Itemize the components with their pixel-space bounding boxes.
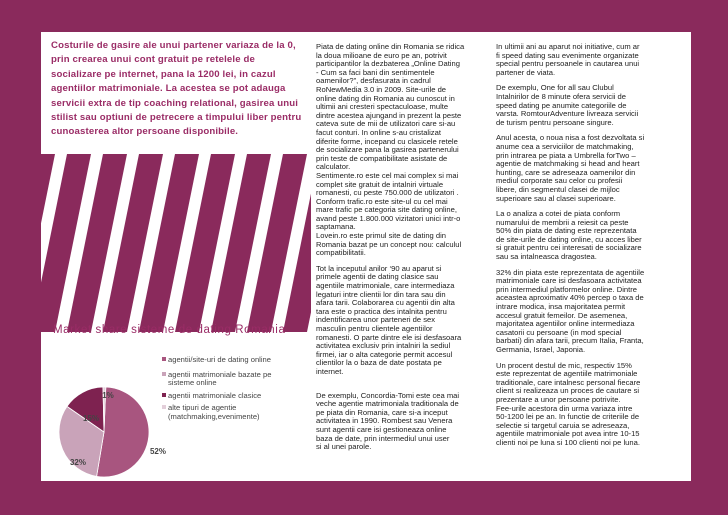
legend-swatch bbox=[162, 357, 166, 361]
chart-title: Market share sisteme de dating Romania bbox=[53, 324, 286, 336]
legend-label: agentii matrimoniale bazate pe sisteme online bbox=[168, 369, 272, 388]
article-paragraph: La o analiza a cotei de piata conform numarului de membrii a reiesit ca peste 50% din piata de dating este reprezentata de site-urile de dating online, cu acces liber si gratuit pentru cei interesati de socializare sau sa intalneasca dragostea. bbox=[496, 209, 642, 262]
legend-swatch bbox=[162, 372, 166, 376]
article-paragraph: De exemplu, Concordia-Tomi este cea mai veche agentie matrimoniala traditionala de pe piata din Romania, care si-a inceput activitatea in 1990. Rombest sau Venera sunt agentii care isi gestioneaza online baza de date, prin intermediul unui user si al unei parole. bbox=[316, 390, 460, 452]
article-paragraph: In ultimii ani au aparut noi initiative, cum ar fi speed dating sau evenimente organizate special pentru persoanele in cautarea unui partener de viata. bbox=[496, 42, 640, 77]
article-column-right bbox=[496, 43, 686, 455]
legend-item bbox=[162, 404, 292, 421]
legend-item bbox=[162, 371, 292, 388]
legend-item bbox=[162, 392, 292, 401]
article-column-middle bbox=[316, 43, 488, 459]
intro-paragraph: Costurile de gasire ale unui partener variaza de la 0, prin crearea unui cont gratuit pe retelele de socializare pe internet, pana la 1200 lei, in cazul agentiilor matrimoniale. La acestea se pot adauga servicii extra de tip coaching relational, gasirea unui stilist sau optiuni de petrecere a timpului liber pentru cunoasterea altor persoane disponibile. bbox=[51, 40, 302, 138]
pie-data-label: 1% bbox=[102, 391, 114, 400]
legend-swatch bbox=[162, 393, 166, 397]
article-paragraph: 32% din piata este reprezentata de agentiile matrimoniale care isi desfasoara activitatea prin intermediul platformelor online. Dintre aceastea aproximativ 40% percep o taxa de intrare modica, insa majoritatea permit accesul gratuit femeilor. De asemenea, majoritatea agentiilor online intermediaza casatorii cu persoane (in mod special barbati) din afara tarii, precum Italia, Franta, Germania, Israel, Japonia. bbox=[496, 267, 645, 354]
pie-data-label: 32% bbox=[69, 458, 87, 467]
legend-label: agentii/site-uri de dating online bbox=[168, 355, 272, 364]
legend-item bbox=[162, 356, 292, 365]
article-paragraph: Anul acesta, o noua nisa a fost dezvoltata si anume cea a serviciilor de matchmaking, prin intrarea pe piata a Umbrella forTwo – agentie de matchmaking si head and heart hunting, care se adreseaza oamenilor din mediul corporate sau celor cu profesii libere, din segmentul clasei de mijloc superioare sau al clasei superioare. bbox=[496, 133, 645, 203]
article-paragraph: De exemplu, One for all sau Clubul Intalnirilor de 8 minute ofera servicii de speed dating pe anumite categoriile de varsta. RomtourAdventure livreaza servicii de turism pentru persoane singure. bbox=[496, 83, 639, 127]
pie-data-label: 52% bbox=[149, 447, 166, 456]
legend-label: agentii matrimoniale clasice bbox=[168, 390, 262, 400]
article-paragraph: Piata de dating online din Romania se ridica la doua milioane de euro pe an, potrivit participantilor la dezbaterea „Online Dating - Cum sa faci bani din sentimentele oamenilor?”, desfasurata in cadrul RoNewMedia 3.0 in 2009. Site-urile de online dating din Romania au cunoscut in ultimii ani cresteri spectaculoase, multe dintre acestea ajungand in prezent la peste cateva sute de mii de utilizatori care si-au facut conturi. In online s-au cristalizat diferite forme, incepand cu clasicele retele de socializare pana la gasirea partenerului prin teste de compatibilitate asistate de calculator. Sentimente.ro este cel mai complex si mai complet site gratuit de intalniri virtuale romanesti, cu peste 750.000 de utilizatori . Conform trafic.ro este site-ul cu cel mai mare trafic pe categoria site dating online, avand peste 1.800.000 vizitatori unici intr-o saptamana. Lovein.ro este primul site de dating din Romania bazat pe un concept nou: calculul compatibilitatii. bbox=[316, 42, 465, 258]
chart-legend bbox=[162, 356, 292, 426]
pie-data-label: 15% bbox=[82, 414, 100, 423]
document-page bbox=[41, 32, 691, 481]
article-paragraph: Un procent destul de mic, respectiv 15% este reprezentat de agentiile matrimoniale traditionale, care intalnesc personal fiecare client si realizeaza un proces de cautare si prezentare a unor persoane potrivite. Fee-urile acestora din urma variaza intre 50-1200 lei pe an. In functie de criteriile de selectie si targetul caruia se adreseaza, agentiile matrimoniale pot avea intre 10-15 clienti noi pe luna si 100 clienti noi pe luna. bbox=[496, 360, 641, 447]
article-paragraph: Tot la inceputul anilor ‘90 au aparut si primele agentii de dating clasice sau agentiile matrimoniale, care intermediaza legaturi intre clientii lor din tara sau din afara tarii. Colaborarea cu agentii din alta tara este o practica des intalnita pentru indentificarea unor parteneri de sex masculin pentru clientele agentiilor romanesti. O parte dintre ele isi desfasoara activitatea exclusiv prin intalniri la sediul firmei, iar o alta categorie permit accesul clientilor la o baza de date postata pe internet. bbox=[316, 263, 462, 376]
legend-label: alte tipuri de agentie (matchmaking,evenimente) bbox=[168, 403, 260, 421]
pie-chart bbox=[41, 332, 171, 481]
decorative-stripes bbox=[41, 154, 311, 332]
legend-swatch bbox=[162, 405, 166, 409]
